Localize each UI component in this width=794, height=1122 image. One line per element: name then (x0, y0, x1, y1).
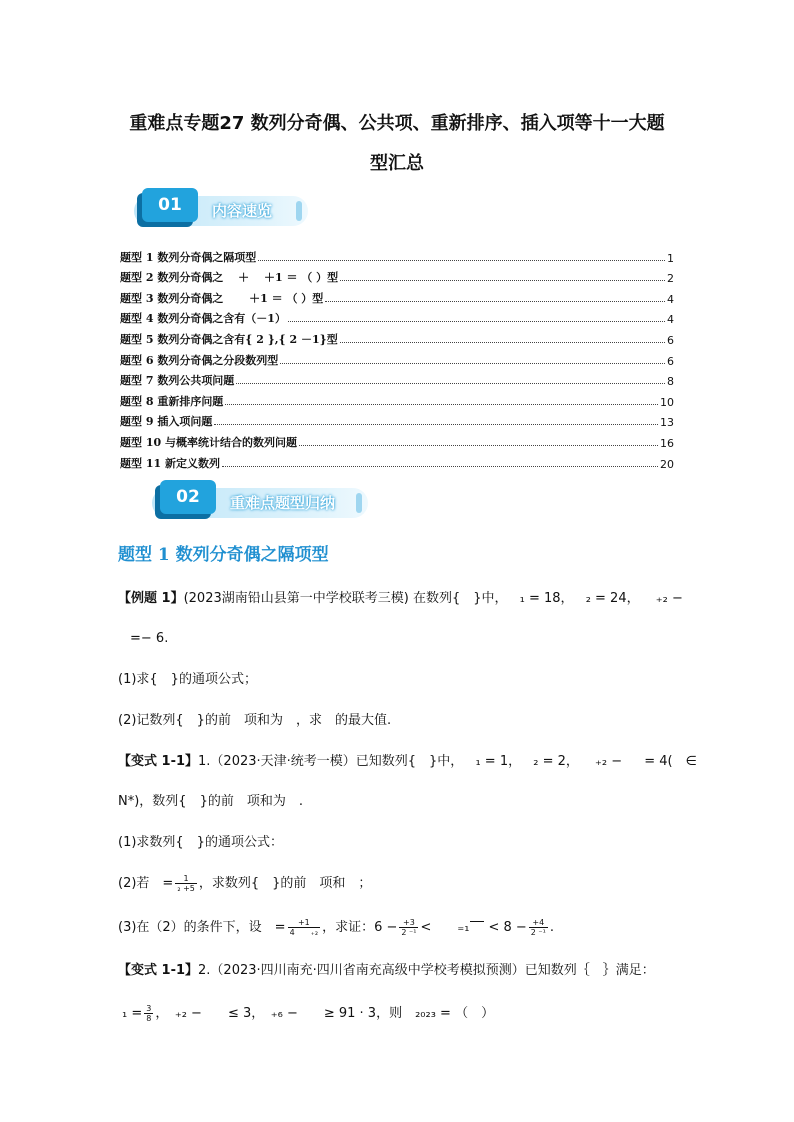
toc-entry[interactable]: 题型 8 重新排序问题 10 (120, 394, 674, 409)
toc-page-number: 10 (660, 395, 674, 409)
fraction: $\frac{1}{\text{₂ +5}}$ (177, 874, 195, 893)
toc-page-number: 20 (660, 457, 674, 471)
contents-banner (128, 188, 308, 228)
toc-entry[interactable]: 题型 7 数列公共项问题 8 (120, 374, 674, 389)
document-title-line-2: 型汇总 (370, 153, 424, 174)
toc-page-number: 6 (667, 354, 674, 368)
fraction: $\frac{+4}{\text{2 ⁻¹}}$ (530, 918, 546, 937)
table-of-contents (120, 244, 674, 471)
toc-entry[interactable]: 题型 3 数列分奇偶之 ＋1 ＝ （ ）型 4 (120, 291, 674, 306)
square-root-icon (470, 921, 484, 934)
variant-1-tag: 【变式 1-1】 (118, 754, 199, 769)
toc-entry[interactable]: 题型 10 与概率统计结合的数列问题 16 (120, 435, 674, 450)
fraction: $\frac{+3}{\text{2 ⁻¹}}$ (401, 918, 417, 937)
toc-page-number: 2 (667, 272, 674, 286)
variant-1-question-1: (1)求数列{ }的通项公式： (118, 835, 283, 850)
toc-entry[interactable]: 题型 11 新定义数列 20 (120, 456, 674, 471)
toc-entry[interactable]: 题型 1 数列分奇偶之隔项型 1 (120, 250, 674, 265)
variant-2-condition: ₁ = $\frac{3}{8}$ ， ₊₂ − ≤ 3， ₊₆ − ≥ 91 · 3，则 ₂₀₂₃ = （ ） (122, 1004, 495, 1023)
toc-page-number: 13 (660, 416, 674, 430)
toc-page-number: 4 (667, 292, 674, 306)
variant-1-statement-cont: N*)，数列{ }的前 项和为 . (118, 794, 303, 809)
variant-1-statement: 【变式 1-1】1.（2023·天津·统考一模）已知数列{ }中， ₁ = 1， ₂ = 2， ₊₂ − = 4( ∈ (118, 754, 697, 769)
summary-banner (146, 480, 368, 520)
document-title-line-1: 重难点专题27 数列分奇偶、公共项、重新排序、插入项等十一大题 (129, 113, 665, 134)
summary-banner-label: 重难点题型归纳 (230, 494, 336, 512)
toc-entry[interactable]: 题型 5 数列分奇偶之含有{ 2 },{ 2 －1}型 6 (120, 332, 674, 347)
toc-entry[interactable]: 题型 6 数列分奇偶之分段数列型 6 (120, 353, 674, 368)
example-1-tag: 【例题 1】 (118, 591, 184, 606)
variant-2-statement: 【变式 1-1】2.（2023·四川南充·四川省南充高级中学校考模拟预测）已知数列｛ ｝满足： (118, 963, 655, 978)
toc-page-number: 6 (667, 333, 674, 347)
section-heading: 题型 1 数列分奇偶之隔项型 (118, 545, 329, 565)
toc-entry[interactable]: 题型 9 插入项问题 13 (120, 415, 674, 430)
example-1-statement: 【例题 1】(2023湖南铅山县第一中学校联考三模) 在数列{ }中， ₁ = 18， ₂ = 24， ₊₂ − (118, 591, 683, 606)
toc-page-number: 16 (660, 436, 674, 450)
toc-page-number: 1 (667, 251, 674, 265)
example-1-statement-cont: =− 6. (130, 631, 169, 646)
contents-banner-number: 01 (142, 188, 198, 222)
toc-entry[interactable]: 题型 4 数列分奇偶之含有（－1） 4 (120, 312, 674, 327)
fraction: $\frac{+1}{\text{4 ₊₂}}$ (289, 918, 319, 937)
document-title (108, 104, 686, 184)
toc-entry[interactable]: 题型 2 数列分奇偶之 ＋ ＋1 ＝ （ ）型 2 (120, 271, 674, 286)
example-1-question-2: (2)记数列{ }的前 项和为 ，求 的最大值. (118, 713, 392, 728)
variant-1-question-3: (3)在（2）的条件下，设 = $\frac{+1}{\text{4 ₊₂}}$ ，求证：6 − $\frac{+3}{\text{2 ⁻¹}}$ < ₌₁ < 8 − $\frac{+4}{\text{2 ⁻¹}}$ . (118, 918, 554, 937)
contents-banner-label: 内容速览 (212, 202, 273, 220)
example-1-question-1: (1)求{ }的通项公式； (118, 672, 257, 687)
summary-banner-number: 02 (160, 480, 216, 514)
variant-2-tag: 【变式 1-1】 (118, 963, 199, 978)
toc-page-number: 4 (667, 313, 674, 327)
toc-page-number: 8 (667, 375, 674, 389)
fraction: $\frac{3}{8}$ (146, 1004, 152, 1023)
variant-1-question-2: (2)若 = $\frac{1}{\text{₂ +5}}$ ，求数列{ }的前 项和 ； (118, 874, 372, 893)
